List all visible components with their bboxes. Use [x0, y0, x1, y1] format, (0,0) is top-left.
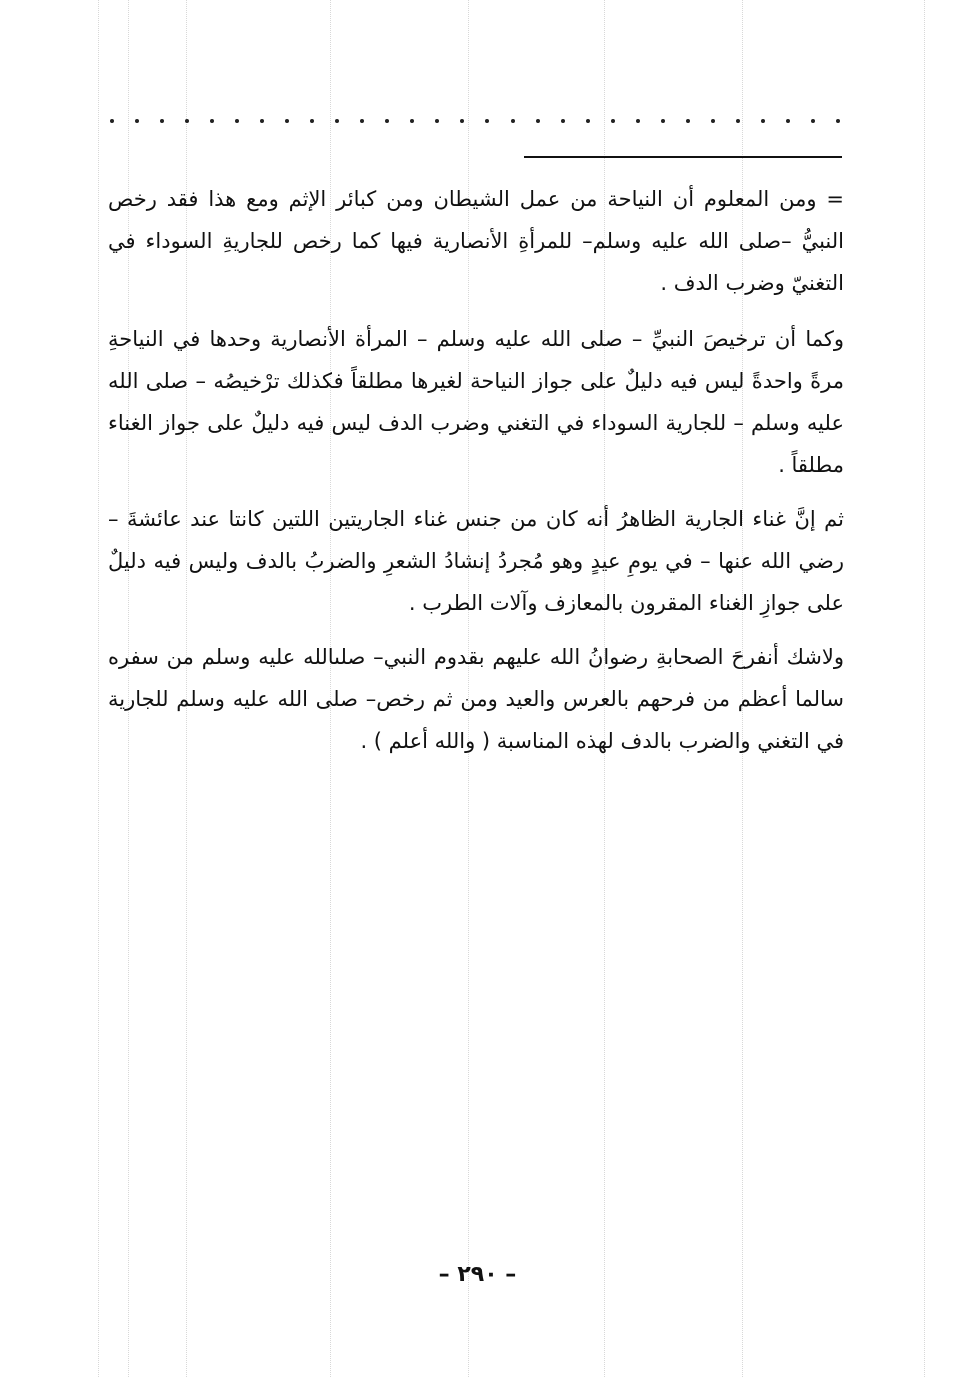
leader-dot: [410, 119, 414, 123]
leader-dot: [460, 119, 464, 123]
leader-dot: [110, 119, 114, 123]
scan-artifact-line: [98, 0, 99, 1377]
leader-dot: [435, 119, 439, 123]
leader-dot: [636, 119, 640, 123]
leader-dot: [160, 119, 164, 123]
footnote-separator-rule: [524, 156, 842, 158]
paragraph-2: وكما أن ترخيصَ النبيِّ – صلى الله عليه وسلم – المرأة الأنصارية وحدها في النياحةِ مرةً واحدةً ليس فيه دليلٌ على جواز النياحة لغيرها مطلقاً فكذلك ترْخيصُه – صلى الله عليه وسلم – للجارية السوداء في التغني وضرب الدف ليس فيه دليلٌ على جواز الغناء مطلقاً .: [108, 327, 844, 477]
paragraph-1: = ومن المعلوم أن النياحة من عمل الشيطان ومن كبائر الإثم ومع هذا فقد رخص النبيُّ –صلى الله عليه وسلم– للمرأةِ الأنصارية فيها كما رخص للجاريةِ السوداء في التغنيّ وضرب الدف .: [108, 187, 844, 295]
leader-dot: [360, 119, 364, 123]
leader-dot: [536, 119, 540, 123]
leader-dot: [786, 119, 790, 123]
scan-artifact-line: [924, 0, 925, 1377]
leader-dot: [235, 119, 239, 123]
leader-dot: [711, 119, 715, 123]
leader-dot: [561, 119, 565, 123]
leader-dot: [260, 119, 264, 123]
leader-dot: [736, 119, 740, 123]
leader-dot: [611, 119, 615, 123]
leader-dot: [761, 119, 765, 123]
leader-dot: [836, 119, 840, 123]
leader-dot: [135, 119, 139, 123]
leader-dot: [511, 119, 515, 123]
leader-dot: [210, 119, 214, 123]
leader-dot: [811, 119, 815, 123]
paragraph-3: ثم إنَّ غناء الجارية الظاهرُ أنه كان من جنس غناء الجاريتين اللتين كانتا عند عائشةَ – رضي الله عنها – في يومِ عيدٍ وهو مُجردُ إنشادُ الشعرِ والضربُ بالدف وليس فيه دليلٌ على جوازِ الغناء المقرون بالمعازف وآلات الطرب .: [108, 507, 844, 615]
leader-dot: [661, 119, 665, 123]
leader-dot: [485, 119, 489, 123]
leader-dot: [185, 119, 189, 123]
paragraph-4: ولاشك أنفرحَ الصحابةِ رضوانُ الله عليهم بقدوم النبي– صلىالله عليه وسلم من سفره سالما أعظم من فرحهم بالعرس والعيد ومن ثم رخص– صلى الله عليه وسلم للجارية في التغني والضرب بالدف لهذه المناسبة ( والله أعلم ) .: [108, 645, 844, 753]
leader-dot: [385, 119, 389, 123]
leader-dot: [586, 119, 590, 123]
leader-dot: [686, 119, 690, 123]
leader-dot: [285, 119, 289, 123]
page-number: – ٢٩٠ –: [438, 1262, 517, 1287]
leader-dot: [310, 119, 314, 123]
header-dot-leader: [110, 114, 840, 128]
leader-dot: [335, 119, 339, 123]
